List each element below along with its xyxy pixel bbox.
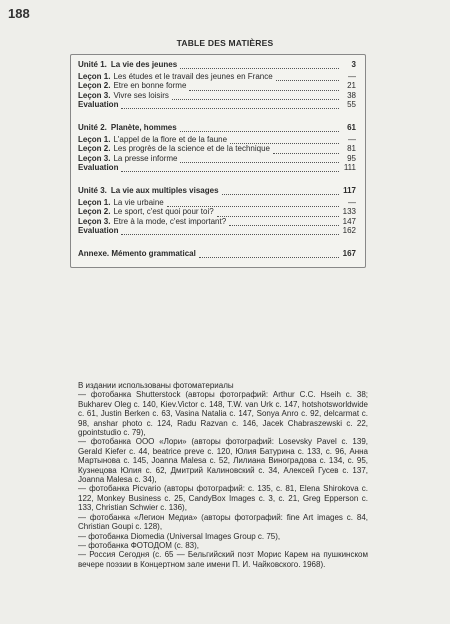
credit-entry: — фотобанка ФОТОДОМ (с. 83), xyxy=(78,540,200,550)
lesson-tag: Leçon 2. xyxy=(78,207,111,217)
dot-leader xyxy=(172,92,339,100)
lesson-title: Les progrès de la science et de la technique xyxy=(113,144,270,154)
lesson-entry[interactable] xyxy=(78,135,356,144)
dot-leader xyxy=(222,187,339,195)
dot-leader xyxy=(276,73,339,81)
credit-entry: — фотобанка Picvario (авторы фотографий: с. 135, с. 81, Elena Shirokova с. 122, Monkey Business с. 25, CandyBox Images с. 3, с. 21, Greg Epperson с. 133, Christian Schwier с. 136), xyxy=(78,484,368,513)
unit-heading[interactable] xyxy=(78,123,356,132)
dot-leader xyxy=(273,146,339,154)
evaluation-entry[interactable] xyxy=(78,100,356,109)
lesson-tag: Leçon 3. xyxy=(78,90,111,100)
unit-page: 117 xyxy=(343,186,356,196)
dot-leader xyxy=(199,250,339,258)
lesson-tag: Leçon 1. xyxy=(78,135,111,145)
lesson-page: 21 xyxy=(347,81,356,91)
dot-leader xyxy=(121,164,339,172)
lesson-entry[interactable] xyxy=(78,91,356,100)
dot-leader xyxy=(167,199,339,207)
lesson-entry[interactable] xyxy=(78,154,356,163)
lesson-entry[interactable] xyxy=(78,207,356,216)
annex-title: Annexe. Mémento grammatical xyxy=(78,249,196,259)
unit-2 xyxy=(78,123,356,172)
lesson-entry[interactable] xyxy=(78,144,356,153)
lesson-page: — xyxy=(348,198,356,208)
table-of-contents xyxy=(78,60,356,261)
lesson-entry[interactable] xyxy=(78,81,356,90)
lesson-page: 133 xyxy=(342,207,356,217)
lesson-title: Vivre ses loisirs xyxy=(113,90,169,100)
lesson-page: 147 xyxy=(342,216,356,226)
unit-number: Unité 3. xyxy=(78,186,107,196)
dot-leader xyxy=(121,227,339,235)
unit-page: 61 xyxy=(347,123,356,133)
evaluation-label: Evaluation xyxy=(78,225,119,235)
credit-entry: — фотобанка ООО «Лори» (авторы фотографий: Losevsky Pavel с. 139, Gerald Kiefer с. 44, beatrice preve с. 120, Юлия Батурина с. 133, с. 96, Анна Мартынова с. 145, Joanna Malesa с. 52, Лилиана Виноградова с. 134, с. 95, Кузнецова Юлия с. 62, Дмитрий Калиновский с. 34, Алексей Гусев с. 137, Joanna Malesa с. 34), xyxy=(78,437,368,485)
unit-title: La vie aux multiples visages xyxy=(110,186,219,196)
toc-title: TABLE DES MATIÈRES xyxy=(176,38,274,48)
credit-entry: — фотобанка Diomedia (Universal Images Group с. 75), xyxy=(78,531,281,541)
lesson-entry[interactable] xyxy=(78,198,356,207)
lesson-entry[interactable] xyxy=(78,217,356,226)
dot-leader xyxy=(121,101,339,109)
evaluation-label: Evaluation xyxy=(78,162,119,172)
evaluation-page: 111 xyxy=(343,162,356,172)
credit-entry: — Россия Сегодня (с. 65 — Бельгийский поэт Морис Карем на пушкинском вечере поэзии в Концертном зале имени П. И. Чайковского. 1968). xyxy=(78,550,368,569)
evaluation-entry[interactable] xyxy=(78,226,356,235)
lesson-title: La vie urbaine xyxy=(113,198,164,208)
unit-3 xyxy=(78,186,356,235)
dot-leader xyxy=(230,136,339,144)
lesson-title: Etre en bonne forme xyxy=(113,81,187,91)
unit-number: Unité 1. xyxy=(78,60,107,69)
unit-heading[interactable] xyxy=(78,186,356,195)
dot-leader xyxy=(180,61,339,69)
lesson-page: 81 xyxy=(347,144,356,154)
dot-leader xyxy=(217,209,339,217)
unit-title: La vie des jeunes xyxy=(110,60,178,69)
credit-entry: — фотобанка «Легион Медиа» (авторы фотографий: fine Art images с. 84, Christian Goupi с. 128), xyxy=(78,512,368,532)
evaluation-entry[interactable] xyxy=(78,163,356,172)
lesson-tag: Leçon 3. xyxy=(78,216,111,226)
dot-leader xyxy=(180,124,339,132)
lesson-page: 95 xyxy=(347,153,356,163)
lesson-title: Les études et le travail des jeunes en France xyxy=(113,72,273,82)
evaluation-page: 55 xyxy=(347,99,356,109)
evaluation-page: 162 xyxy=(342,225,356,235)
credits-intro: В издании использованы фотоматериалы xyxy=(78,381,234,390)
page-number: 188 xyxy=(8,6,30,21)
lesson-title: Etre à la mode, c'est important? xyxy=(113,216,227,226)
lesson-tag: Leçon 3. xyxy=(78,153,111,163)
photo-credits xyxy=(78,381,368,569)
annex-page: 167 xyxy=(342,249,356,259)
unit-number: Unité 2. xyxy=(78,123,107,133)
annex-block xyxy=(78,249,356,258)
lesson-page: — xyxy=(348,72,356,82)
lesson-page: — xyxy=(348,135,356,145)
lesson-page: 38 xyxy=(347,90,356,100)
unit-title: Planète, hommes xyxy=(110,123,177,133)
lesson-tag: Leçon 1. xyxy=(78,198,111,208)
credit-entry: — фотобанка Shutterstock (авторы фотографий: Arthur C.C. Hseih с. 38; Bukharev Oleg с. 140, Kiev.Victor с. 148, T.W. van Urk с. 147, hotshotsworldwide с. 61, Justin Berken с. 63, Vasina Natalia с. 147, Sonya Anro с. 92, delcarmat с. 98, anshar photo с. 124, Radu Razvan с. 146, Jacek Chabraszewski с. 22, gpointstudio с. 79), xyxy=(78,390,368,438)
evaluation-label: Evaluation xyxy=(78,99,119,109)
annex-heading[interactable] xyxy=(78,249,356,258)
lesson-entry[interactable] xyxy=(78,72,356,81)
lesson-title: La presse informe xyxy=(113,153,178,163)
lesson-title: L'appel de la flore et de la faune xyxy=(113,135,228,145)
dot-leader xyxy=(229,218,339,226)
dot-leader xyxy=(180,155,339,163)
unit-1 xyxy=(78,60,356,109)
unit-heading[interactable] xyxy=(78,60,356,69)
lesson-tag: Leçon 2. xyxy=(78,81,111,91)
unit-page: 3 xyxy=(351,60,356,69)
dot-leader xyxy=(189,83,339,91)
lesson-tag: Leçon 1. xyxy=(78,72,111,82)
lesson-title: Le sport, c'est quoi pour toi? xyxy=(113,207,214,217)
lesson-tag: Leçon 2. xyxy=(78,144,111,154)
